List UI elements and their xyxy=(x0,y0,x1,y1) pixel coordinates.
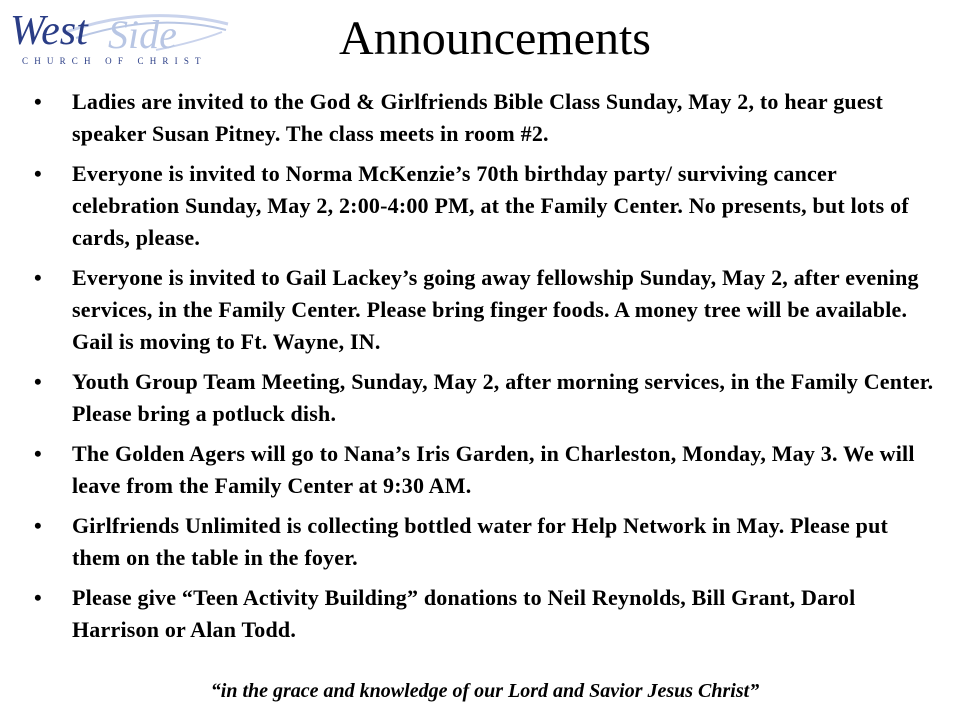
list-item xyxy=(34,262,934,358)
bullet-icon: • xyxy=(34,513,42,538)
announcement-text: Please give “Teen Activity Building” donations to Neil Reynolds, Bill Grant, Darol Harrison or Alan Todd. xyxy=(72,585,856,642)
footer-motto: “in the grace and knowledge of our Lord and Savior Jesus Christ” xyxy=(210,680,760,702)
bullet-icon: • xyxy=(34,441,42,466)
logo-tagline: CHURCH OF CHRIST xyxy=(22,56,207,66)
logo-word-side: Side xyxy=(108,12,177,57)
announcement-text: Everyone is invited to Norma McKenzie’s 70th birthday party/ surviving cancer celebration Sunday, May 2, 2:00-4:00 PM, at the Family Center. No presents, but lots of cards, please. xyxy=(72,161,909,250)
bullet-icon: • xyxy=(34,161,42,186)
announcement-list xyxy=(34,86,934,654)
announcement-text: Girlfriends Unlimited is collecting bottled water for Help Network in May. Please put them on the table in the foyer. xyxy=(72,513,889,570)
bullet-icon: • xyxy=(34,585,42,610)
announcement-text: The Golden Agers will go to Nana’s Iris Garden, in Charleston, Monday, May 3. We will leave from the Family Center at 9:30 AM. xyxy=(72,441,915,498)
list-item xyxy=(34,86,934,150)
bullet-icon: • xyxy=(34,265,42,290)
logo-word-west: West xyxy=(10,8,88,54)
announcement-text: Everyone is invited to Gail Lackey’s going away fellowship Sunday, May 2, after evening services, in the Family Center. Please bring finger foods. A money tree will be available. Gail is moving to Ft. Wayne, IN. xyxy=(72,265,919,354)
list-item xyxy=(34,582,934,646)
page-title: Announcements xyxy=(339,12,651,65)
bullet-icon: • xyxy=(34,369,42,394)
list-item xyxy=(34,510,934,574)
list-item xyxy=(34,366,934,430)
announcement-text: Ladies are invited to the God & Girlfriends Bible Class Sunday, May 2, to hear guest speaker Susan Pitney. The class meets in room #2. xyxy=(72,89,884,146)
list-item xyxy=(34,158,934,254)
list-item xyxy=(34,438,934,502)
announcement-text: Youth Group Team Meeting, Sunday, May 2, after morning services, in the Family Center. Please bring a potluck dish. xyxy=(72,369,934,426)
bullet-icon: • xyxy=(34,89,42,114)
